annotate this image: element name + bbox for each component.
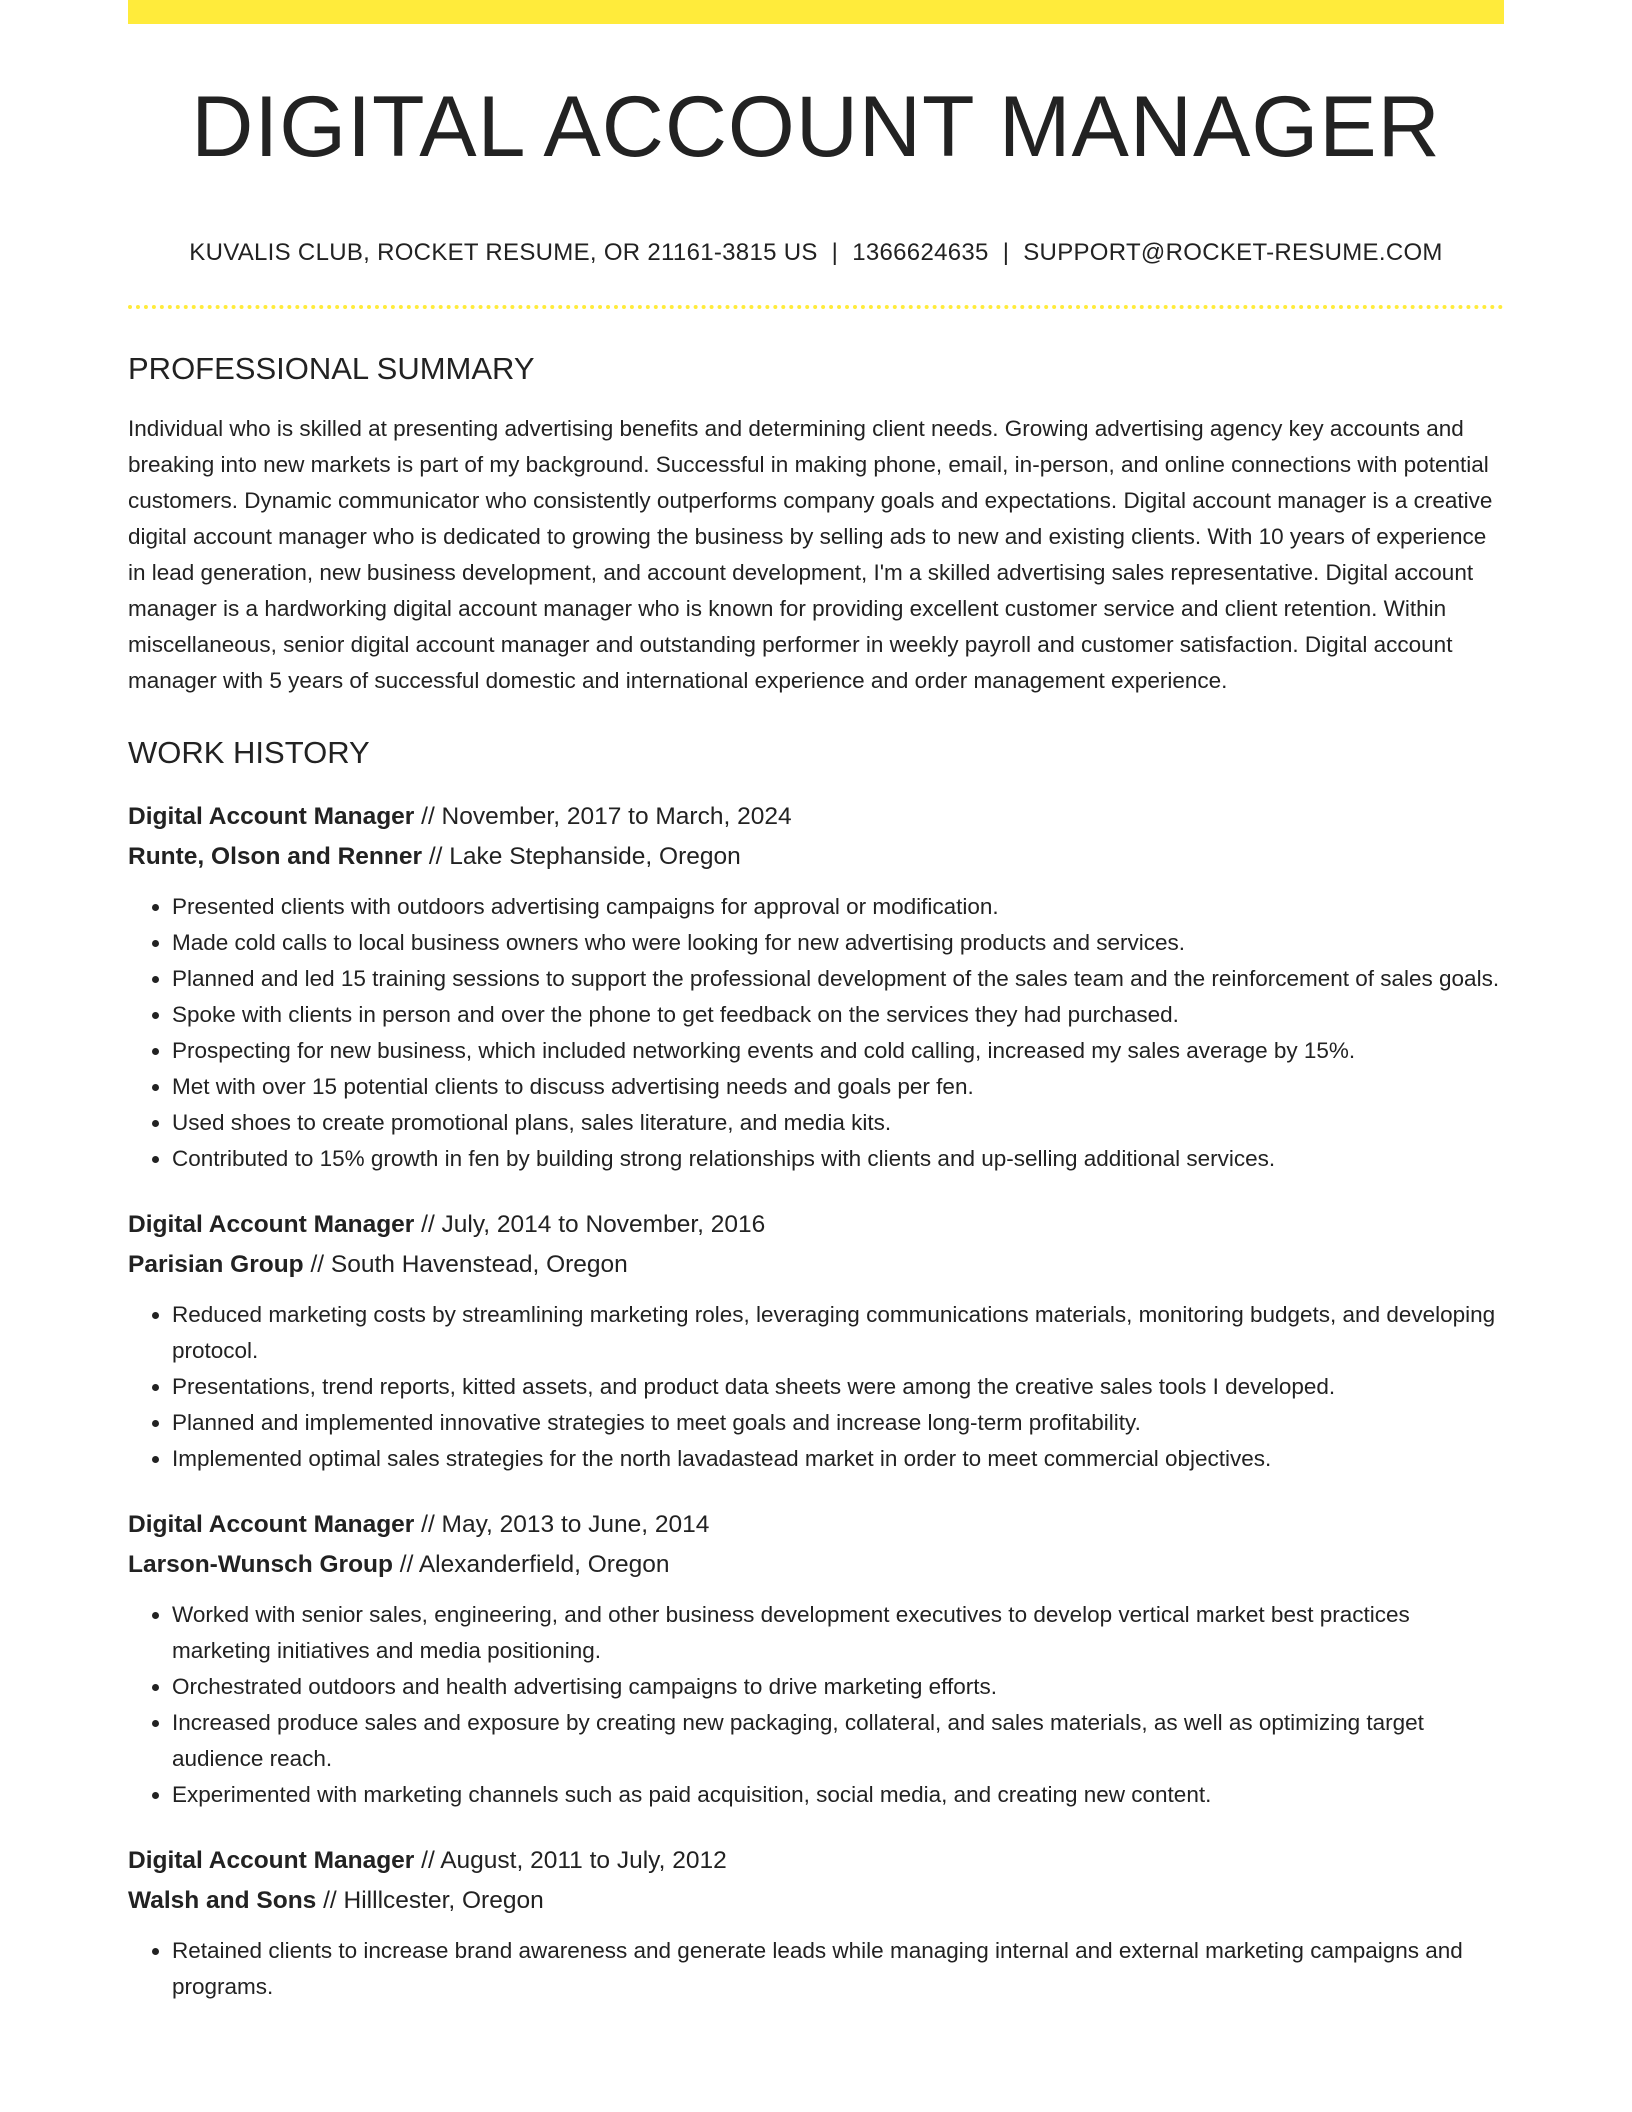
job-company: Parisian Group: [128, 1250, 304, 1278]
job-company-line: [128, 837, 1504, 877]
list-item: • Orchestrated outdoors and health advertising campaigns to drive marketing efforts.: [172, 1669, 1504, 1705]
list-item: • Retained clients to increase brand awareness and generate leads while managing internal and external marketing campaigns and programs.: [172, 1933, 1504, 2005]
job-company-line: [128, 1545, 1504, 1585]
list-item: • Reduced marketing costs by streamlining marketing roles, leveraging communications materials, monitoring budgets, and developing protocol.: [172, 1297, 1504, 1369]
job-company-line: [128, 1245, 1504, 1285]
job-dates: // November, 2017 to March, 2024: [414, 802, 792, 830]
work-history-heading: WORK HISTORY: [128, 734, 370, 770]
contact-separator: |: [831, 238, 839, 266]
job-bullets: [128, 1597, 1504, 1813]
job-title-line: [128, 797, 1504, 837]
list-item: • Contributed to 15% growth in fen by building strong relationships with clients and up-selling additional services.: [172, 1141, 1504, 1177]
job-company: Runte, Olson and Renner: [128, 842, 423, 870]
list-item: • Presentations, trend reports, kitted assets, and product data sheets were among the creative sales tools I developed.: [172, 1369, 1504, 1405]
list-item: • Prospecting for new business, which included networking events and cold calling, increased my sales average by 15%.: [172, 1033, 1504, 1069]
contact-line: [128, 239, 1504, 267]
list-item: • Met with over 15 potential clients to discuss advertising needs and goals per fen.: [172, 1069, 1504, 1105]
job-title: Digital Account Manager: [128, 1210, 415, 1238]
list-item: • Experimented with marketing channels such as paid acquisition, social media, and creating new content.: [172, 1777, 1504, 1813]
list-item: • Made cold calls to local business owners who were looking for new advertising products and services.: [172, 925, 1504, 961]
list-item: • Planned and implemented innovative strategies to meet goals and increase long-term profitability.: [172, 1405, 1504, 1441]
dotted-divider: [128, 305, 1504, 309]
job-location: // Alexanderfield, Oregon: [392, 1550, 670, 1578]
top-accent-bar: [128, 0, 1504, 24]
summary-heading: PROFESSIONAL SUMMARY: [128, 350, 535, 386]
job-title-line: [128, 1505, 1504, 1545]
resume-page: [128, 0, 1504, 2005]
job-location: // Lake Stephanside, Oregon: [422, 842, 741, 870]
job-dates: // August, 2011 to July, 2012: [414, 1846, 727, 1874]
job-entry: [128, 1505, 1504, 1813]
job-bullets: [128, 1933, 1504, 2005]
list-item: • Presented clients with outdoors advertising campaigns for approval or modification.: [172, 889, 1504, 925]
list-item: • Implemented optimal sales strategies for the north lavadastead market in order to meet commercial objectives.: [172, 1441, 1504, 1477]
list-item: • Spoke with clients in person and over the phone to get feedback on the services they had purchased.: [172, 997, 1504, 1033]
summary-text: Individual who is skilled at presenting advertising benefits and determining client needs. Growing advertising agency key accounts and breaking into new markets is part of my background. Successful in making phone, email, in-person, and online connections with potential customers. Dynamic communicator who consistently outperforms company goals and expectations. Digital account manager is a creative digital account manager who is dedicated to growing the business by selling ads to new and existing clients. With 10 years of experience in lead generation, new business development, and account development, I'm a skilled advertising sales representative. Digital account manager is a hardworking digital account manager who is known for providing excellent customer service and client retention. Within miscellaneous, senior digital account manager and outstanding performer in weekly payroll and customer satisfaction. Digital account manager with 5 years of successful domestic and international experience and order management experience.: [128, 415, 1493, 693]
job-company: Walsh and Sons: [128, 1886, 317, 1914]
contact-address: KUVALIS CLUB, ROCKET RESUME, OR 21161-3815 US: [189, 238, 818, 266]
job-bullets: [128, 889, 1504, 1177]
job-entry: [128, 1841, 1504, 2005]
contact-phone: 1366624635: [852, 238, 989, 266]
job-title-line: [128, 1205, 1504, 1245]
list-item: • Planned and led 15 training sessions to support the professional development of the sales team and the reinforcement of sales goals.: [172, 961, 1504, 997]
job-title: Digital Account Manager: [128, 1510, 415, 1538]
resume-title: DIGITAL ACCOUNT MANAGER: [191, 79, 1441, 175]
list-item: • Increased produce sales and exposure by creating new packaging, collateral, and sales materials, as well as optimizing target audience reach.: [172, 1705, 1504, 1777]
job-title: Digital Account Manager: [128, 1846, 415, 1874]
contact-separator: |: [1002, 238, 1010, 266]
job-location: // Hilllcester, Oregon: [316, 1886, 544, 1914]
job-entry: [128, 1205, 1504, 1477]
job-title: Digital Account Manager: [128, 802, 415, 830]
list-item: • Used shoes to create promotional plans, sales literature, and media kits.: [172, 1105, 1504, 1141]
list-item: • Worked with senior sales, engineering, and other business development executives to develop vertical market best practices marketing initiatives and media positioning.: [172, 1597, 1504, 1669]
job-title-line: [128, 1841, 1504, 1881]
job-location: // South Havenstead, Oregon: [303, 1250, 628, 1278]
work-history-list: [128, 797, 1504, 2005]
job-company-line: [128, 1881, 1504, 1921]
job-dates: // May, 2013 to June, 2014: [414, 1510, 710, 1538]
job-dates: // July, 2014 to November, 2016: [414, 1210, 766, 1238]
job-bullets: [128, 1297, 1504, 1477]
contact-email: SUPPORT@ROCKET-RESUME.COM: [1023, 238, 1443, 266]
job-company: Larson-Wunsch Group: [128, 1550, 393, 1578]
job-entry: [128, 797, 1504, 1177]
